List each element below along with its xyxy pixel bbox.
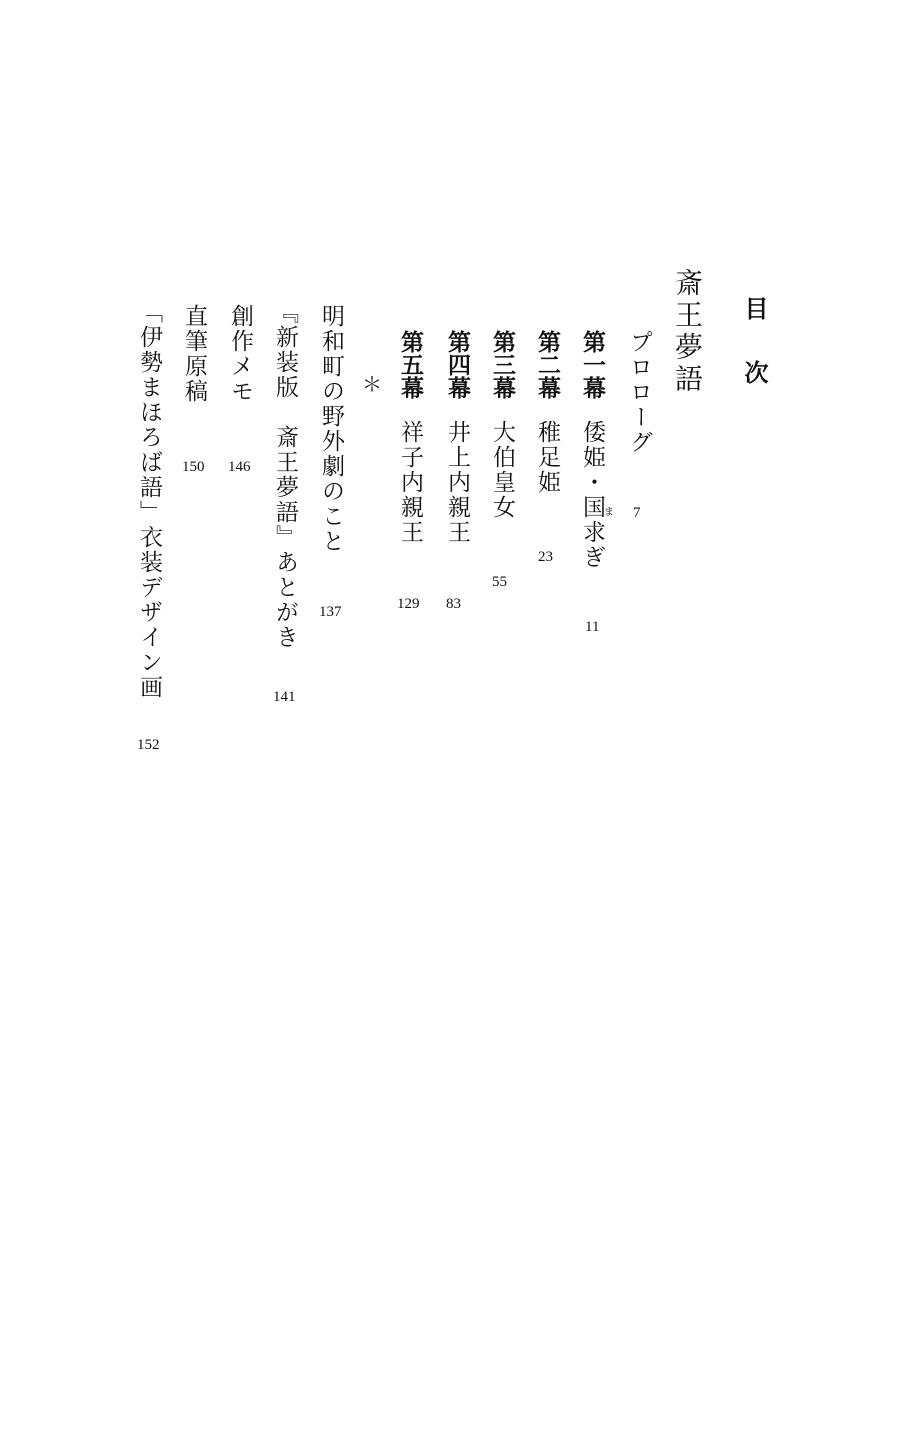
toc-entry-act2-page: 23 bbox=[538, 549, 553, 565]
toc-extra-afterword-title[interactable]: 『新装版 斎王夢語』あとがき bbox=[272, 300, 298, 650]
toc-entry-act3-title[interactable]: 大伯皇女 bbox=[489, 420, 515, 520]
toc-heading: 目 次 bbox=[740, 296, 768, 392]
toc-entry-act1-ruby: ま bbox=[604, 507, 614, 518]
toc-extra-costume-design-page: 152 bbox=[137, 737, 160, 753]
toc-entry-act3-label: 第三幕 bbox=[489, 330, 515, 399]
toc-extra-costume-design-title[interactable]: 「伊勢まほろば語」衣装デザイン画 bbox=[136, 300, 162, 700]
toc-entry-act5-page: 129 bbox=[397, 596, 420, 612]
toc-entry-act4-label: 第四幕 bbox=[444, 330, 470, 399]
toc-extra-outdoor-play-title[interactable]: 明和町の野外劇のこと bbox=[318, 304, 344, 554]
toc-entry-prologue-page: 7 bbox=[633, 505, 641, 521]
toc-entry-act3-page: 55 bbox=[492, 574, 507, 590]
toc-extra-notes-page: 146 bbox=[228, 459, 251, 475]
toc-entry-prologue-title[interactable]: プロローグ bbox=[626, 330, 652, 455]
toc-extra-afterword-page: 141 bbox=[273, 689, 296, 705]
toc-entry-act5-label: 第五幕 bbox=[397, 330, 423, 399]
toc-entry-act4-page: 83 bbox=[446, 596, 461, 612]
toc-entry-act1-label: 第一幕 bbox=[579, 330, 605, 399]
toc-entry-act2-title[interactable]: 稚足姫 bbox=[534, 420, 560, 495]
toc-entry-act4-title[interactable]: 井上内親王 bbox=[444, 420, 470, 545]
toc-entry-act5-title[interactable]: 祥子内親王 bbox=[397, 420, 423, 545]
toc-entry-act2-label: 第二幕 bbox=[534, 330, 560, 399]
book-title: 斎王夢語 bbox=[671, 268, 704, 396]
toc-extra-manuscript-title[interactable]: 直筆原稿 bbox=[181, 304, 207, 404]
toc-extra-manuscript-page: 150 bbox=[182, 459, 205, 475]
toc-extra-notes-title[interactable]: 創作メモ bbox=[227, 304, 253, 404]
toc-entry-act1-page: 11 bbox=[585, 619, 600, 635]
toc-entry-act1-title[interactable]: 倭姫・国求ぎ bbox=[579, 420, 605, 570]
toc-extra-outdoor-play-page: 137 bbox=[319, 604, 342, 620]
section-separator: ＊ bbox=[362, 372, 382, 396]
